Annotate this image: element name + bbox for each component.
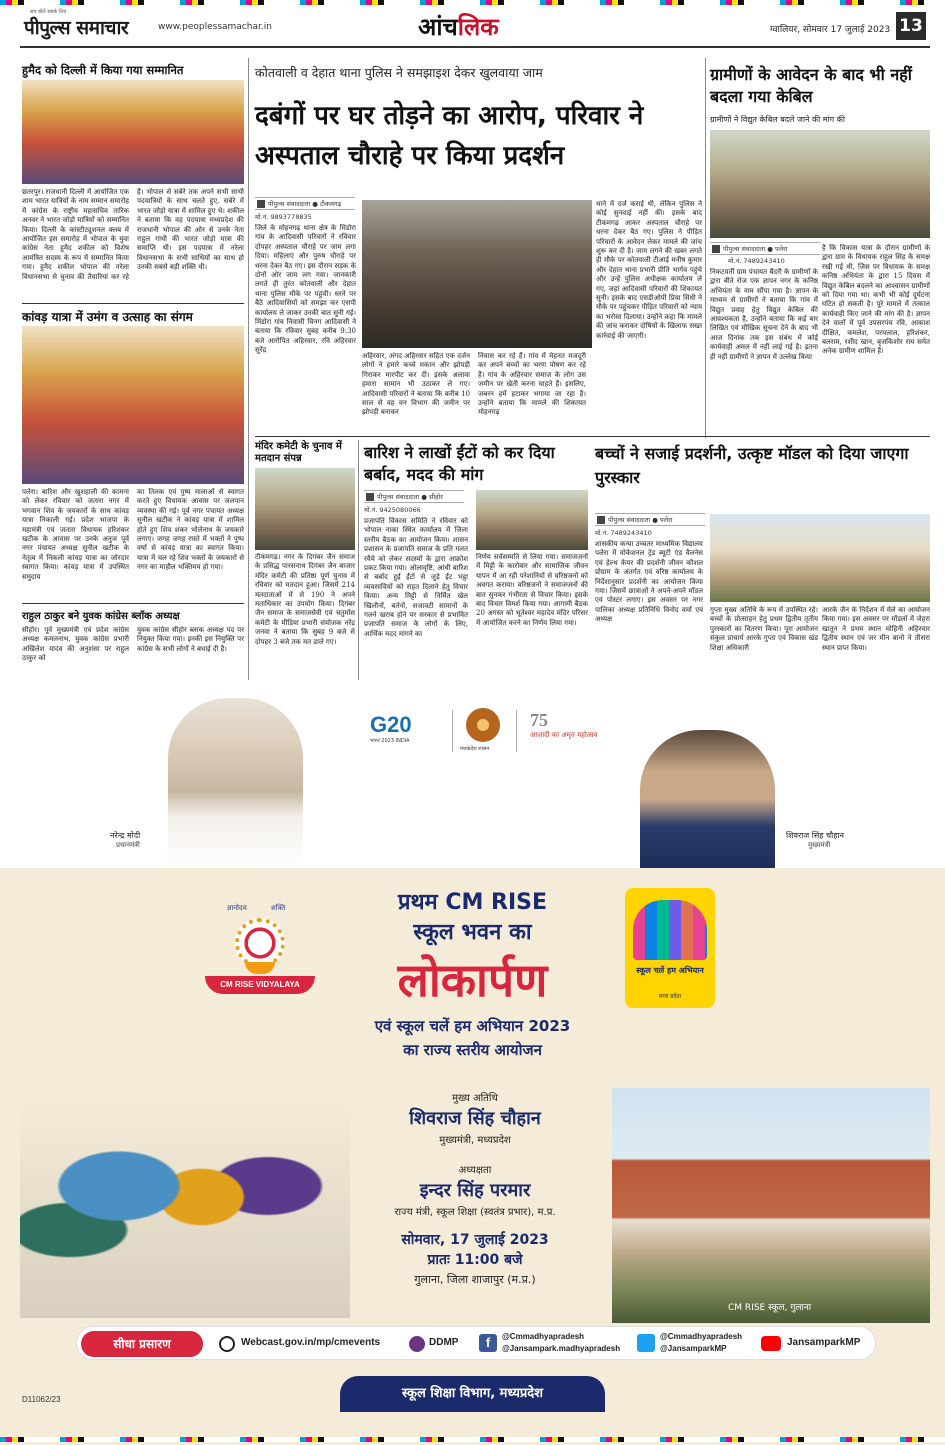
chair-role: राज्य मंत्री, स्कूल शिक्षा (स्वतंत्र प्रभार), म.प्र.	[394, 1207, 556, 1218]
logo-tag: सच बोलें सबके लिए	[30, 9, 67, 15]
facebook-icon: f	[479, 1334, 497, 1352]
ad-title-sub1: एवं स्कूल चलें हम अभियान 2023	[374, 1017, 571, 1035]
youtube-icon	[761, 1336, 781, 1351]
mp-govt-emblem-icon	[466, 708, 500, 742]
event-venue: गुलाना, जिला शाजापुर (म.प्र.)	[414, 1273, 536, 1286]
barish-byline-name: पीपुल्स संवाददाता	[377, 493, 420, 501]
chief-guest-label: मुख्य अतिथि	[452, 1093, 498, 1104]
cm-name: शिवराज सिंह चौहान	[786, 831, 844, 840]
facebook-handle-1[interactable]: @Cmmadhyapradesh	[502, 1332, 585, 1341]
page-number: 13	[896, 12, 926, 40]
ad-title-big: लोकार्पण	[397, 953, 548, 1007]
section-title	[418, 10, 499, 43]
azadi-logo	[530, 710, 606, 740]
divider	[452, 710, 453, 752]
mandir-photo	[255, 468, 355, 550]
school-chalen-logo	[625, 888, 715, 1008]
ad-title-sub2: का राज्य स्तरीय आयोजन	[403, 1041, 542, 1059]
kabil-byline-name: पीपुल्स संवाददाता	[723, 245, 766, 253]
azadi-75-icon: 75	[530, 710, 548, 730]
cm-rise-gear-icon	[235, 918, 285, 968]
live-label-1: सीधा	[113, 1337, 135, 1351]
kabil-body-2: है कि विकास यात्रा के दौरान ग्रामीणों के द्वारा ग्राम के विधायक राहुल सिंह के समक्ष रखी गई थी, जिस पर विधायक के समक्ष कनिष्ठ अभियंता के द्वारा 15 दिवस में विद्युत केबिल बदलने का आश्वासन ग्रामीणों को दिया गया था। कभी भी कोई दुर्घटना घटित हो सकती है। पूरे मामले में तत्काल कार्यवाही किए जाने की मांग की है। ज्ञापन देने वालों में पूर्व उपसरपंच रवि, आकाश दीक्षित, कमलेश, परमलाल, हरिशंकर, बलराम, रशीद खान, बृजकिशोर राय समेत अनेक ग्रामीण शामिल हैं।	[822, 244, 930, 356]
bachhe-byline: पीपुल्स संवाददाता ● पलेरा	[595, 513, 705, 526]
mandir-headline: मंदिर कमेटी के चुनाव में मतदान संपन्न	[255, 441, 342, 464]
kabil-mobile: मो.नं. 7489243410	[728, 257, 785, 265]
mp-logo-text: मध्यप्रदेश शासन	[460, 746, 490, 752]
humed-body: छतरपुर। राजधानी दिल्ली में आयोजित एक शाम भारत यात्रियों के नाम सम्मान समारोह में कांग्रेस के राष्ट्रीय महासचिव तारिक अनवर ने भारत जोड़ो यात्रियों को सम्मानित किया। दिल्ली के कांस्टीट्यूशनल क्लब में आयोजित इस समारोह में भोपाल के युवा कांग्रेस नेता हुमैद शकील को विशेष आमंत्रित सदस्य के रूप में सम्मानित किया गया। हुमैद शकील भोपाल की नरेला विधानसभा से चुनाव की तैयारियां कर रहे हैं। भोपाल से सबेरे तक अपने सभी साथी पदयात्रियों के साथ चलते हुए, सबेरे में भारत जोड़ो यात्रा में शामिल हुए थे। शकील ने बताया कि वह पदयात्रा मध्यप्रदेश की राजधानी भोपाल की ओर से उनके नेता राहुल गांधी की भारत जोड़ो यात्रा की समाप्ति थी। इस पदयात्रा में नरेला विधानसभा के सभी साथियों का साथ हो उनकी सबसे बड़ी शक्ति थी।	[22, 188, 244, 281]
ad-code: D11062/23	[22, 1395, 61, 1404]
ad-logo-strip	[370, 706, 610, 756]
ad-title-line1: प्रथम CM RISE	[397, 890, 548, 915]
school-building-photo	[612, 1088, 930, 1323]
bachhe-body-3: आरके जैन के निर्देशन में मेले का आयोजन किया गया। इस अवसर पर मॉडलों में जेहरा खातून ने प्रथम स्थान मोहिनी अहिरवार द्वितीय स्थान एवं जर मीन बानो ने तीसरा स्थान प्राप्त किया।	[822, 606, 930, 652]
column-rule	[705, 58, 706, 438]
azadi-label: आज़ादी का अमृत महोत्सव	[530, 731, 598, 739]
color-registration-marks	[0, 0, 945, 5]
kabil-byline-place: पलेरा	[775, 245, 788, 253]
byline-bullet-icon	[597, 516, 605, 524]
logo-left-top1: ज्ञानोदय	[227, 904, 247, 912]
barish-body-1: प्रजापति विकास समिति ने रविवार को भोपाल नाका स्थित कार्यालय में जिला स्तरीय बैठक का आयोजन किया। शासन प्रशासन के प्रजापति समाज के प्रति गलत रवैये को लेकर सदस्यों के द्वारा आक्रोश प्रकट किया गया। ओलावृष्टि, आंधी बारिश से बर्बाद हुई ईंटों से जुड़े ईंट भट्ठा व्यवसायियों को राहत दिलाने हेतु विचार किया। अन्य मिट्टी से निर्मित खेल खिलौनों, बर्तनों, सजावटी सामानों के गलने खराब होने पर सरकार से प्रभावित प्रजापति समाज के लोगों के लिए, आर्थिक मदद मांगने का	[364, 517, 468, 638]
rahul-body-1: सीहोर। पूर्व मुख्यमंत्री एवं प्रदेश कांग्रेस अध्यक्ष कमलनाथ, युवक कांग्रेस प्रभारी अखिलेश यादव की अनुशंसा पर राहुल ठाकुर को	[22, 626, 129, 663]
cm-title: मुख्यमंत्री	[808, 841, 831, 849]
g20-label: G20	[370, 712, 412, 737]
byline-bullet-icon	[712, 245, 720, 253]
school-caption: CM RISE स्कूल, गुलाना	[728, 1303, 812, 1313]
kotwali-byline: पीपुल्स संवाददाता ● टीकमगढ़	[255, 197, 355, 210]
pm-portrait	[168, 698, 303, 868]
kotwali-mobile: मो.नं. 9893778835	[255, 213, 312, 221]
column-rule	[248, 58, 249, 680]
webcast-link[interactable]: Webcast.gov.in/mp/cmevents	[241, 1337, 381, 1348]
kabil-subhead: ग्रामीणों ने विद्युत केबिल बदले जाने की मांग की	[710, 115, 845, 124]
color-registration-marks	[0, 1437, 945, 1442]
kabil-byline: पीपुल्स संवाददाता ● पलेरा	[710, 242, 820, 255]
byline-bullet-icon	[366, 493, 374, 501]
humed-photo	[22, 80, 244, 184]
g20-logo	[370, 712, 438, 744]
divider	[22, 603, 244, 604]
masthead-logo: पीपुल्स समाचार	[24, 17, 129, 39]
section-title-part1: आंच	[418, 13, 458, 41]
barish-mobile: मो.नं. 9425080066	[364, 506, 421, 514]
pm-name: नरेन्द्र मोदी	[110, 831, 141, 840]
kotwali-headline: दबंगों पर घर तोड़ने का आरोप, परिवार ने अस्पताल चौराहे पर किया प्रदर्शन	[255, 101, 644, 171]
pm-title: प्रधानमंत्री	[116, 841, 140, 849]
youtube-handle[interactable]: JansamparkMP	[787, 1337, 861, 1348]
byline-bullet-icon	[257, 200, 265, 208]
dept-footer-bar	[340, 1376, 605, 1412]
ad-main-panel	[0, 868, 945, 1445]
kanwar-body-1: पलेरा। बारिश और खुशहाली की कामना को लेकर रविवार को जतारा नगर में भगवान शिव के जयकारों के साथ कांवड़ यात्रा निकाली गई। प्रदेश भाजपा के महामंत्री एवं जतारा विधायक हरिशंकर खटीक के आवास पर उनके अनुज पूर्व नगर पंचायत अध्यक्ष सुनील खटीक के नेतृत्व में निकली कांवड़ यात्रा का जोरदार स्वागत किया। कांवड़ यात्रा में उपस्थित समुदाय	[22, 488, 129, 581]
kabil-photo	[710, 130, 930, 238]
right-logo-text: स्कूल चलें हम अभियान	[636, 966, 704, 975]
bachhe-photo	[710, 514, 930, 602]
ad-title-line2: स्कूल भवन का	[413, 920, 532, 945]
footer-dept: स्कूल शिक्षा विभाग, मध्यप्रदेश	[401, 1386, 544, 1401]
bachhe-mobile: मो.नं. 7489243410	[595, 529, 652, 537]
divider	[22, 303, 244, 304]
bachhe-byline-place: पलेरा	[660, 516, 673, 524]
cm-rise-logo	[205, 898, 315, 1008]
chief-guest-role: मुख्यमंत्री, मध्यप्रदेश	[439, 1135, 511, 1146]
mandir-body: टीकमगढ़। नगर के दिगंबर जैन समाज के प्रसिद्ध पारसनाथ दिगंबर जैन बाजार मंदिर कमेटी की प्रतिष्ठा पूर्ण चुनाव में रविवार को मतदान हुआ। जिसमें 214 मतदाताओं में से 190 ने अपने मताधिकार का उपयोग किया। दिगंबर जैन समाज के समाजसेवी एवं चतुर्मास कमेटी के मीडिया प्रभारी संयोजक नरेंद्र जनवा ने बताया कि सुबह 9 बजे से दोपहर 3 बजे तक मत डाले गए।	[255, 553, 355, 646]
ddmp-icon	[409, 1336, 425, 1352]
g20-sub: भारत 2023 INDIA	[370, 738, 410, 744]
kotwali-body-1: जिले के मोहनगढ़ थाना क्षेत्र के मिंडोरा गांव के आदिवासी परिवारों ने रविवार दोपहर अस्पताल चौराहे पर जाम लगा दिया। महिलाएं और पुरुष चौराहे पर धरना देकर बैठ गए। इस दौरान सड़क के दोनों ओर जाम लग गया। जानकारी लगते ही तुरंत कोतवाली और देहात थाना पुलिस मौके पर पहुंची। धरने पर बैठे आदिवासियों को समझा कर एसपी कार्यालय ले जाकर उनकी बात सुनी गई। मिंडोरा गांव निवासी चिनग आदिवासी ने बताया कि रविवार सुबह करीब 9:30 बजे आरोपित अहिरवार, रवि अहिरवार सुरेंद्र	[255, 224, 356, 355]
barish-photo	[476, 490, 588, 550]
divider	[592, 436, 930, 437]
barish-headline: बारिश ने लाखों ईंटों को कर दिया बर्बाद, मदद की मांग	[364, 443, 555, 484]
kanwar-headline: कांवड़ यात्रा में उमंग व उत्साह का संगम	[22, 310, 193, 324]
ddmp-link[interactable]: DDMP	[429, 1337, 459, 1348]
masthead-url[interactable]: www.peoplessamachar.in	[158, 22, 272, 32]
bachhe-byline-name: पीपुल्स संवाददाता	[608, 516, 651, 524]
chair-label: अध्यक्षता	[458, 1165, 492, 1176]
globe-icon	[219, 1336, 235, 1352]
rahul-body-2: युवक कांग्रेस सीहोर ब्लाक अध्यक्ष पद पर नियुक्त किया गया। इनकी इस नियुक्ति पर कांग्रेस के सभी लोगों ने बधाई दी है।	[137, 626, 244, 653]
live-broadcast-bar	[76, 1326, 876, 1360]
live-badge	[81, 1331, 203, 1357]
event-time: प्रातः 11:00 बजे	[427, 1252, 523, 1268]
logo-left-ribbon: CM RISE VIDYALAYA	[205, 976, 315, 994]
bachhe-body-1: शासकीय कन्या उच्चतर माध्यमिक विद्यालय पलेरा में वोकेशनल ट्रेड ब्यूटी एंड वैलनेस एवं हेल्थ केयर की प्रदर्शनी जीवन कौशल प्रोग्राम के अंतर्गत एवं वरिष्ठ कार्यालय के निर्देशानुसार प्रदर्शनी का आयोजन किया गया। जिसमें छात्राओं ने अपने-अपने मॉडल एवं पोस्टर लगाए। इस अवसर पर नगर पालिका अध्यक्ष प्रतिनिधि विनोद वर्मा एवं अध्यक्ष	[595, 540, 703, 624]
section-title-part2: लिक	[457, 13, 499, 41]
masthead	[0, 0, 945, 48]
kanwar-body-2: का तिलक एवं पुष्प मालाओं से स्वागत करते हुए विधायक आवास पर जलपान व्यवस्था की गई। पूर्व नगर पंचायत अध्यक्ष सुनील खटीक ने कांवड़ यात्रा में शामिल होते हुए शिव शंकर भोलेनाथ के जयकारे लगाए। जगह जगह रास्ते में भक्तों ने पुष्प वर्षा से कांवड़ यात्रा का स्वागत किया। यात्रा में चल रहे शिव भक्तों के जयकारों से नगर का माहौल भक्तिमय हो गया।	[137, 488, 244, 572]
right-logo-sub: मध्य प्रदेश	[659, 993, 681, 1000]
kotwali-kicker: कोतवाली व देहात थाना पुलिस ने समझाइश देकर खुलवाया जाम	[255, 65, 543, 80]
facebook-handle-2[interactable]: @Jansampark.madhyapradesh	[502, 1344, 621, 1353]
logo-left-top2: शक्ति	[271, 904, 286, 912]
children-figures-icon	[633, 900, 707, 960]
kotwali-body-3: निवास कर रहे हैं। गांव में मेहनत मजदूरी कर अपने बच्चों का भरण पोषण कर रहे हैं। गांव के अहिरवार समाज के लोग उस जमीन पर खेती करना चाहते हैं। इसलिए, जबरन हमें हटाकर भगाया जा रहा है। उन्होंने बताया कि मामले की शिकायत मोहनगढ़	[478, 352, 586, 417]
bachhe-headline: बच्चों ने सजाई प्रदर्शनी, उत्कृष्ट मॉडल को दिया जाएगा पुरस्कार	[595, 444, 909, 487]
dateline: ग्वालियर, सोमवार 17 जुलाई 2023	[770, 25, 891, 35]
column-rule	[358, 440, 359, 680]
kabil-body-1: निकटवर्ती ग्राम पंचायत बैंदरी के ग्रामीणों के द्वारा बीते रोज एक ज्ञापन नगर के कनिष्ठ अभियंता के नाम सौंपा गया है। ज्ञापन के माध्यम से ग्रामीणों ने बताया कि गांव में विद्युत प्रवाह हेतु विद्युत केबिल की आवश्यकता है, उन्होंने बताया कि कई बार लिखित एवं मौखिक सूचना देने के बाद भी आज दिनांक तक इस संबंध में कोई कार्यवाही अमल में नहीं लाई गई है। इतना ही नहीं ग्रामीणों ने ज्ञापन में उल्लेख किया	[710, 268, 818, 361]
children-art-illustration	[20, 1098, 350, 1318]
govt-advertisement	[0, 688, 945, 1445]
kotwali-byline-place: टीकमगढ़	[320, 200, 342, 208]
rahul-headline: राहुल ठाकुर बने युवक कांग्रेस ब्लॉक अध्यक्ष	[22, 611, 180, 622]
kotwali-body-4: थाने में दर्ज कराई थी, लेकिन पुलिस ने कोई सुनवाई नहीं की। इसके बाद टीकमगढ़ आकर अस्पताल चौराहे पर धरना देकर बैठ गए। पुलिस ने पीड़ित परिवारों के आवेदन लेकर मामले की जांच शुरू कर दी है। जाम लगने की खबर लगते ही मौके पर कोतवाली टीआई मनीष कुमार और देहात थाना प्रभारी प्रीति भार्गव पहुंचे और उन्हें पुलिस अधीक्षक कार्यालय ले गए, जहां आदिवासी परिवारों की शिकायत सुनी। इसके बाद एसडीओपी प्रिया सिंधी ने मौके पर पहुंचकर पीड़ित परिवारों को न्याय का भरोसा दिलाया। उन्होंने कहा कि मामले की जांच कराकर दोषियों के खिलाफ सख्त कार्रवाई की जाएगी।	[592, 200, 702, 434]
humed-headline: हुमैद को दिल्ली में किया गया सम्मानित	[22, 63, 184, 77]
diya-lamp-icon	[245, 962, 275, 974]
divider	[516, 710, 517, 752]
chief-guest-name: शिवराज सिंह चौहान	[409, 1108, 541, 1129]
barish-byline: पीपुल्स संवाददाता ● सीहोर	[364, 490, 464, 503]
cm-portrait	[640, 730, 775, 868]
kotwali-byline-name: पीपुल्स संवाददाता	[268, 200, 311, 208]
bachhe-body-2: गुप्ता मुख्य अतिथि के रूप में उपस्थित रहे। बच्चों के प्रोत्साहन हेतु प्रथम द्वितीय तृतीय पुरस्कारों का वितरण किया। पूरा आयोजन संकुल प्राचार्य आरके गुप्ता एवं विकास खंड शिक्षा अधिकारी	[710, 606, 818, 652]
kabil-headline: ग्रामीणों के आवेदन के बाद भी नहीं बदला गया केबिल	[710, 65, 912, 106]
live-label-2: प्रसारण	[139, 1337, 171, 1351]
twitter-handle-1[interactable]: @Cmmadhyapradesh	[660, 1332, 743, 1341]
twitter-icon	[637, 1334, 655, 1352]
masthead-rule	[20, 46, 930, 48]
event-date: सोमवार, 17 जुलाई 2023	[401, 1232, 549, 1248]
kanwar-photo	[22, 326, 244, 484]
twitter-handle-2[interactable]: @JansamparkMP	[660, 1344, 727, 1353]
barish-byline-place: सीहोर	[429, 493, 443, 501]
chair-name: इन्दर सिंह परमार	[419, 1180, 531, 1201]
barish-body-2: निर्णय सर्वसम्मति से लिया गया। समाजजनों में मिट्टी के कारोबार और सामाजिक जीवन यापन में आ रही परेशानियों से वरिष्ठजनों को अवगत कराया। वरिष्ठजनों ने समाजजनों की बात सुनकर गंभीरता से विचार किया। इसके बाद विचार विमर्श किया गया। आगामी बैठक 20 अगस्त को भूतेश्वर महादेव मंदिर परिसर में आयोजित करने का निर्णय लिया गया।	[476, 553, 588, 627]
kotwali-body-2: अहिरवार, अंगद अहिरवार सहित एक दर्जन लोगों ने हमारे कच्चे मकान और झोपड़ी गिराकर मारपीट कर दी। इसके अलावा हमारा सामान भी उठाकर ले गए। आदिवासी परिवारों ने बताया कि करीब 10 साल से वह वन विभाग की जमीन पर झोपड़ी बनाकर	[362, 352, 470, 417]
